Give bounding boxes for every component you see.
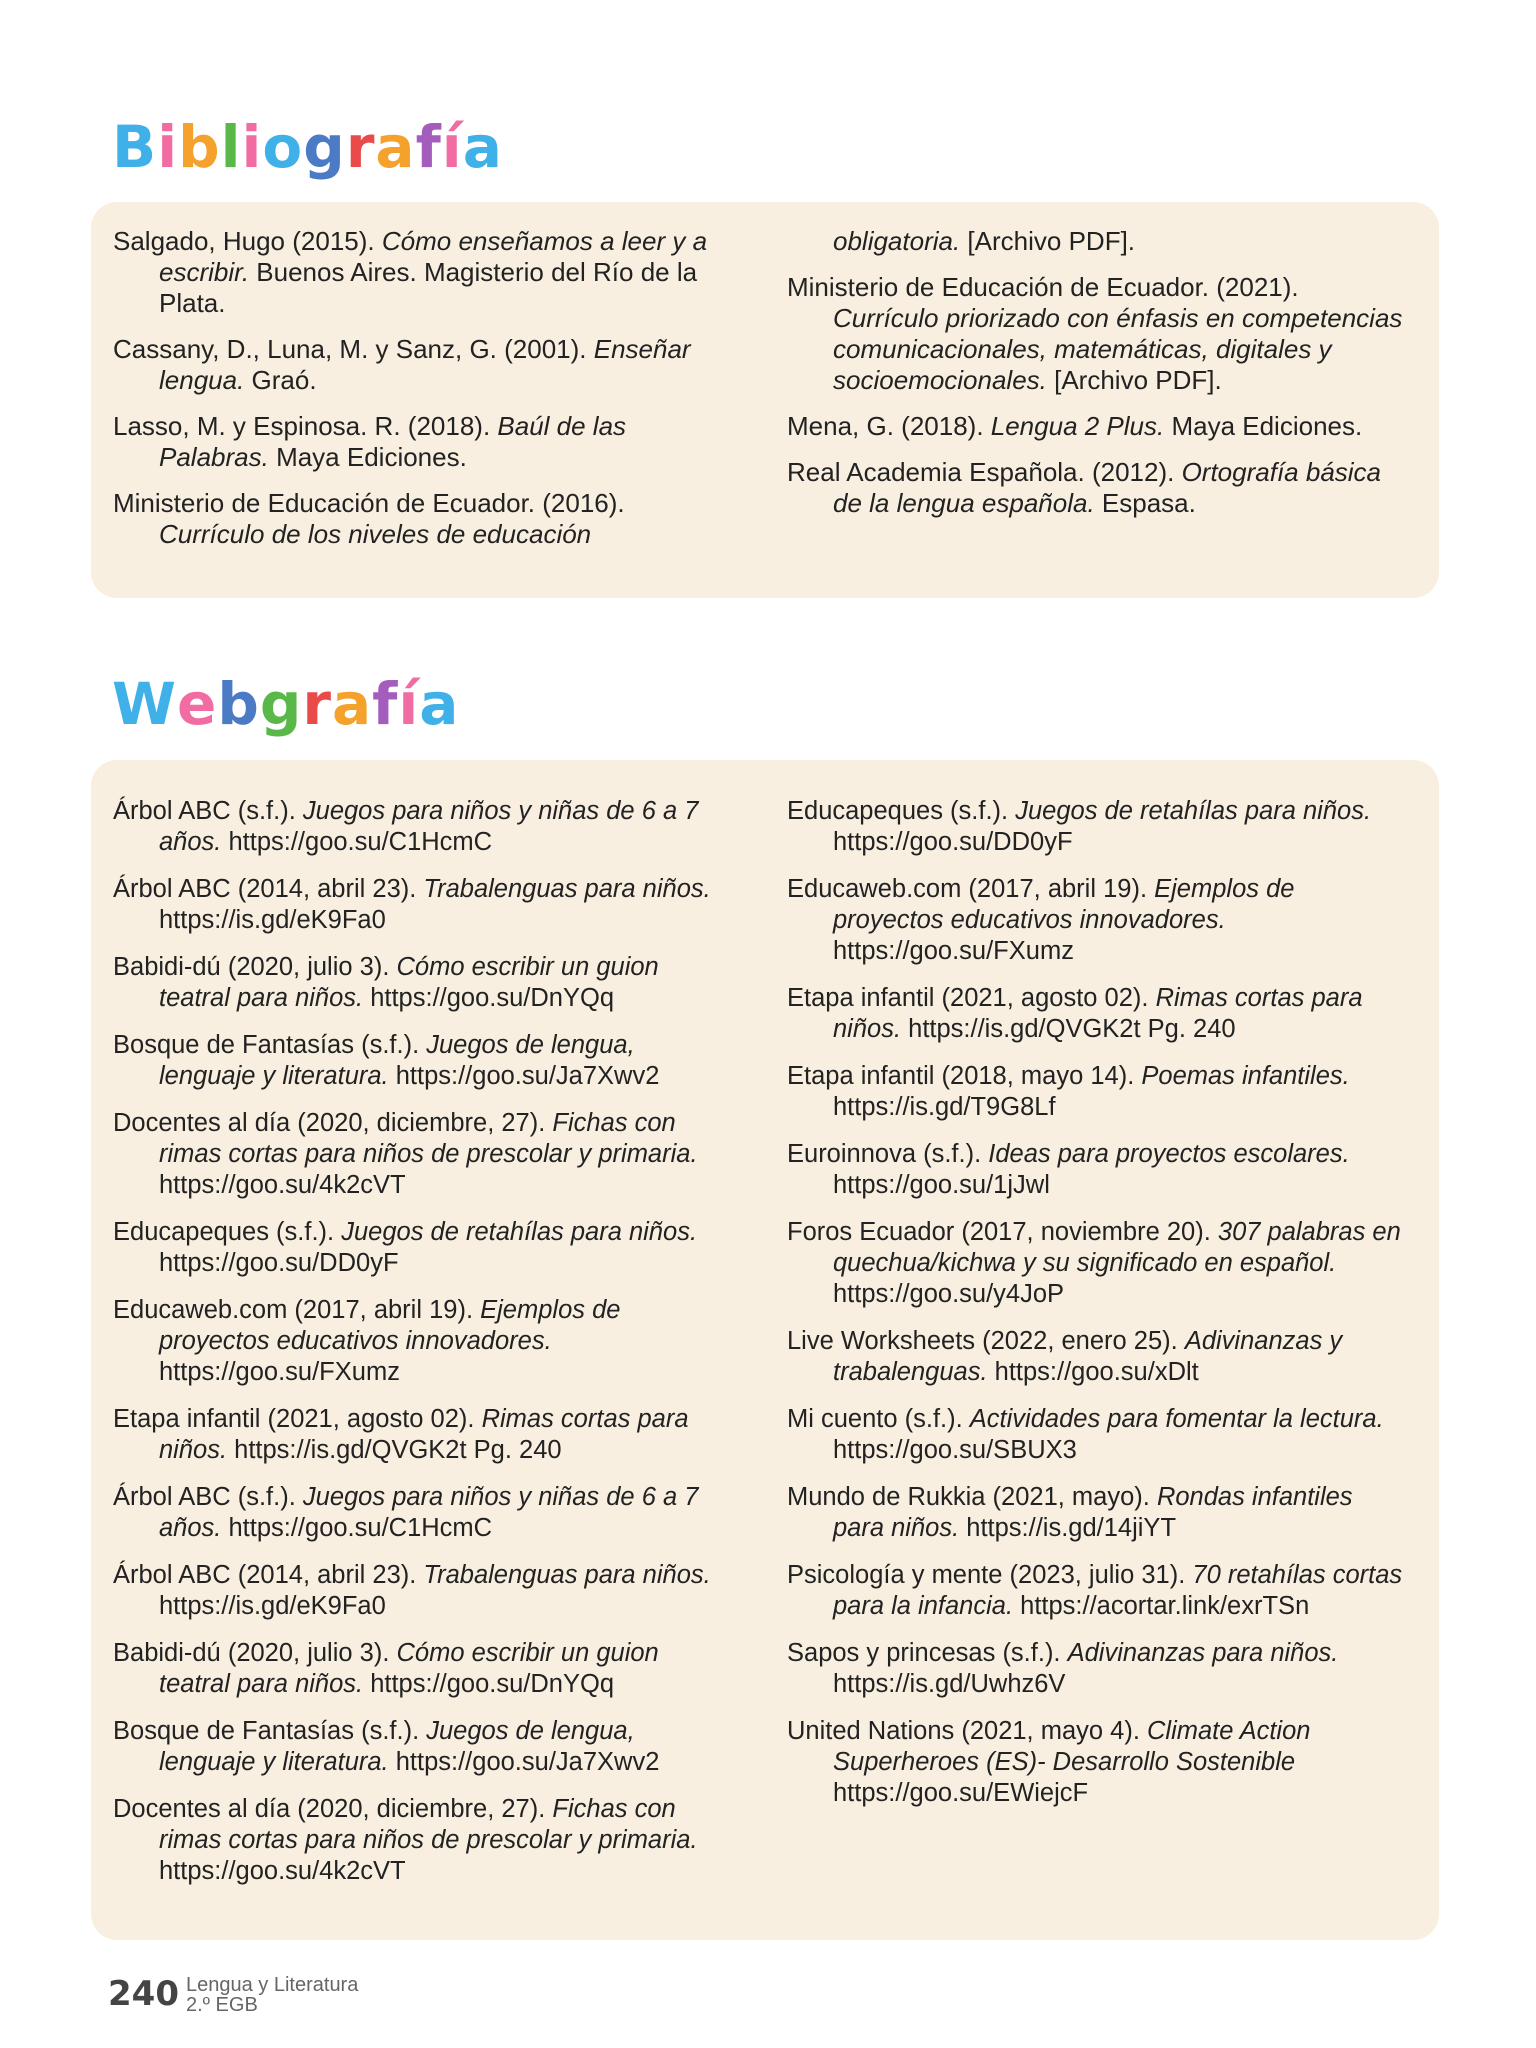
reference-author: Babidi-dú (2020, julio 3). [113, 1639, 397, 1667]
reference-title: Cómo escribir un guion teatral para niños. [159, 953, 659, 1012]
reference-entry [113, 411, 733, 473]
reference-entry [113, 1108, 733, 1201]
reference-entry [787, 272, 1407, 396]
reference-entry [787, 1560, 1407, 1622]
webography-heading-letter: e [176, 670, 218, 738]
reference-source: https://is.gd/14jiYT [959, 1514, 1177, 1542]
bibliography-heading-letter: a [375, 113, 416, 181]
reference-author: Live Worksheets (2022, enero 25). [787, 1327, 1185, 1355]
reference-source: https://is.gd/Uwhz6V [833, 1670, 1066, 1698]
reference-title: Ortografía básica de la lengua española. [833, 457, 1382, 518]
reference-title: Juegos de lengua, lenguaje y literatura. [159, 1031, 635, 1090]
reference-entry [113, 1560, 733, 1622]
reference-title: Juegos de retahílas para niños. [341, 1218, 698, 1246]
reference-source: [Archivo PDF]. [1046, 365, 1222, 395]
reference-source: https://goo.su/EWiejcF [833, 1779, 1089, 1807]
reference-title: Climate Action Superheroes (ES)- Desarrollo Sostenible [833, 1717, 1311, 1776]
webography-heading-letter: f [372, 670, 399, 738]
reference-author: Cassany, D., Luna, M. y Sanz, G. (2001). [113, 334, 594, 364]
reference-author: Mundo de Rukkia (2021, mayo). [787, 1483, 1157, 1511]
reference-entry [113, 334, 733, 396]
reference-author: Árbol ABC (2014, abril 23). [113, 1561, 424, 1589]
reference-title: Cómo escribir un guion teatral para niños. [159, 1639, 659, 1698]
reference-author: Lasso, M. y Espinosa. R. (2018). [113, 411, 498, 441]
reference-title: Adivinanzas y trabalenguas. [833, 1327, 1343, 1386]
reference-source: https://goo.su/1jJwl [833, 1171, 1050, 1199]
reference-author: Ministerio de Educación de Ecuador. (2016). [113, 488, 625, 518]
reference-source: https://acortar.link/exrTSn [1013, 1592, 1310, 1620]
webography-heading-letter: r [302, 670, 332, 738]
reference-title: Ejemplos de proyectos educativos innovadores. [833, 875, 1295, 934]
reference-entry [113, 1716, 733, 1778]
reference-title: 70 retahílas cortas para la infancia. [833, 1561, 1403, 1620]
webography-heading [112, 670, 460, 738]
reference-author: Árbol ABC (s.f.). [113, 797, 303, 825]
reference-title: Currículo priorizado con énfasis en competencias comunicacionales, matemáticas, digitales y socioemocionales. [833, 303, 1403, 395]
reference-title: Rimas cortas para niños. [159, 1405, 689, 1464]
reference-entry [113, 1638, 733, 1700]
reference-source: https://is.gd/eK9Fa0 [159, 1592, 386, 1620]
reference-source: Espasa. [1094, 488, 1196, 518]
reference-source: https://goo.su/Ja7Xwv2 [388, 1748, 660, 1776]
reference-title: Ejemplos de proyectos educativos innovadores. [159, 1296, 621, 1355]
webography-heading-letter: b [217, 670, 260, 738]
reference-source: [Archivo PDF]. [960, 226, 1136, 256]
reference-entry [787, 1716, 1407, 1809]
reference-author: Salgado, Hugo (2015). [113, 226, 382, 256]
webography-left-column [113, 796, 733, 1903]
reference-entry [787, 457, 1407, 519]
bibliography-left-column [113, 226, 733, 565]
reference-entry [787, 1638, 1407, 1700]
reference-entry [113, 1794, 733, 1887]
reference-source: https://goo.su/xDlt [987, 1358, 1199, 1386]
reference-author: Bosque de Fantasías (s.f.). [113, 1031, 427, 1059]
reference-title: Rimas cortas para niños. [833, 984, 1363, 1043]
reference-entry [787, 796, 1407, 858]
reference-author: Árbol ABC (s.f.). [113, 1483, 303, 1511]
reference-author: Mena, G. (2018). [787, 411, 991, 441]
webography-heading-letter: W [112, 670, 177, 738]
reference-entry [787, 411, 1407, 442]
reference-source: https://goo.su/Ja7Xwv2 [388, 1062, 660, 1090]
reference-title: Lengua 2 Plus. [990, 411, 1165, 441]
webography-heading-letter: g [259, 670, 303, 738]
reference-source: Maya Ediciones. [268, 442, 467, 472]
bibliography-heading-letter: l [220, 113, 242, 181]
reference-author: Real Academia Española. (2012). [787, 457, 1182, 487]
bibliography-heading-letter: i [241, 113, 263, 181]
reference-entry-continued [787, 226, 1407, 257]
webography-heading-letter: í [398, 670, 420, 738]
reference-author: Etapa infantil (2021, agosto 02). [113, 1405, 482, 1433]
reference-author: Foros Ecuador (2017, noviembre 20). [787, 1218, 1218, 1246]
reference-title: Juegos de lengua, lenguaje y literatura. [159, 1717, 635, 1776]
reference-source: https://goo.su/DD0yF [159, 1249, 399, 1277]
page-number: 240 [108, 1974, 179, 2014]
reference-entry [787, 1482, 1407, 1544]
reference-entry [787, 983, 1407, 1045]
reference-title: 307 palabras en quechua/kichwa y su significado en español. [833, 1218, 1401, 1277]
bibliography-heading-letter: i [157, 113, 179, 181]
reference-source: https://goo.su/SBUX3 [833, 1436, 1077, 1464]
reference-source: https://goo.su/FXumz [159, 1358, 400, 1386]
reference-author: Educapeques (s.f.). [113, 1218, 342, 1246]
reference-author: Babidi-dú (2020, julio 3). [113, 953, 397, 981]
reference-entry [113, 952, 733, 1014]
reference-title: Adivinanzas para niños. [1067, 1639, 1339, 1667]
reference-title: Enseñar lengua. [159, 334, 691, 395]
reference-author: Docentes al día (2020, diciembre, 27). [113, 1109, 553, 1137]
reference-title: obligatoria. [833, 226, 961, 256]
reference-author: Etapa infantil (2021, agosto 02). [787, 984, 1156, 1012]
reference-source: Graó. [244, 365, 317, 395]
reference-entry [113, 488, 733, 550]
reference-entry [113, 1030, 733, 1092]
reference-source: https://goo.su/4k2cVT [159, 1857, 406, 1885]
reference-source: https://is.gd/T9G8Lf [833, 1093, 1056, 1121]
reference-title: Cómo enseñamos a leer y a escribir. [159, 226, 708, 287]
webography-panel [91, 760, 1439, 1940]
reference-author: Docentes al día (2020, diciembre, 27). [113, 1795, 553, 1823]
bibliography-heading-letter: a [462, 113, 503, 181]
reference-source: https://is.gd/QVGK2t Pg. 240 [901, 1015, 1236, 1043]
reference-author: Educapeques (s.f.). [787, 797, 1016, 825]
reference-source: https://is.gd/eK9Fa0 [159, 906, 386, 934]
reference-entry [113, 1482, 733, 1544]
reference-author: Educaweb.com (2017, abril 19). [787, 875, 1155, 903]
bibliography-right-column [787, 226, 1407, 534]
reference-author: Educaweb.com (2017, abril 19). [113, 1296, 481, 1324]
reference-author: United Nations (2021, mayo 4). [787, 1717, 1148, 1745]
reference-author: Psicología y mente (2023, julio 31). [787, 1561, 1193, 1589]
bibliography-heading-letter: o [262, 113, 304, 181]
webography-right-column [787, 796, 1407, 1825]
reference-entry [113, 1404, 733, 1466]
reference-entry [787, 1217, 1407, 1310]
reference-source: https://goo.su/C1HcmC [221, 828, 493, 856]
reference-entry [113, 1295, 733, 1388]
reference-source: https://goo.su/C1HcmC [221, 1514, 493, 1542]
reference-title: Fichas con rimas cortas para niños de prescolar y primaria. [159, 1795, 698, 1854]
reference-author: Etapa infantil (2018, mayo 14). [787, 1062, 1142, 1090]
reference-author: Ministerio de Educación de Ecuador. (2021). [787, 272, 1299, 302]
reference-entry [113, 874, 733, 936]
reference-entry [787, 874, 1407, 967]
reference-source: https://goo.su/4k2cVT [159, 1171, 406, 1199]
bibliography-heading-letter: f [415, 113, 442, 181]
reference-entry [787, 1061, 1407, 1123]
bibliography-heading-letter: r [345, 113, 376, 181]
reference-source: https://goo.su/DD0yF [833, 828, 1073, 856]
reference-title: Actividades para fomentar la lectura. [969, 1405, 1384, 1433]
reference-title: Rondas infantiles para niños. [833, 1483, 1353, 1542]
reference-source: https://goo.su/DnYQq [363, 984, 615, 1012]
reference-entry [113, 226, 733, 319]
reference-title: Baúl de las Palabras. [159, 411, 627, 472]
reference-author: Euroinnova (s.f.). [787, 1140, 989, 1168]
reference-source: https://goo.su/y4JoP [833, 1280, 1065, 1308]
reference-title: Fichas con rimas cortas para niños de prescolar y primaria. [159, 1109, 698, 1168]
bibliography-heading [112, 113, 503, 181]
reference-entry [787, 1404, 1407, 1466]
reference-author: Árbol ABC (2014, abril 23). [113, 875, 424, 903]
reference-title: Juegos para niños y niñas de 6 a 7 años. [159, 797, 699, 856]
bibliography-heading-letter: B [112, 113, 158, 181]
reference-title: Ideas para proyectos escolares. [988, 1140, 1350, 1168]
reference-title: Juegos de retahílas para niños. [1015, 797, 1372, 825]
reference-title: Poemas infantiles. [1141, 1062, 1350, 1090]
reference-source: https://is.gd/QVGK2t Pg. 240 [227, 1436, 562, 1464]
reference-entry [787, 1139, 1407, 1201]
reference-source: https://goo.su/FXumz [833, 937, 1074, 965]
reference-source: Buenos Aires. Magisterio del Río de la Plata. [159, 257, 698, 318]
reference-author: Sapos y princesas (s.f.). [787, 1639, 1068, 1667]
reference-entry [113, 796, 733, 858]
reference-entry [787, 1326, 1407, 1388]
bibliography-heading-letter: g [303, 113, 346, 181]
reference-entry [113, 1217, 733, 1279]
reference-source: Maya Ediciones. [1164, 411, 1363, 441]
reference-title: Trabalenguas para niños. [423, 1561, 711, 1589]
reference-title: Juegos para niños y niñas de 6 a 7 años. [159, 1483, 699, 1542]
footer-grade: 2.º EGB [186, 1994, 258, 2016]
bibliography-heading-letter: b [178, 113, 221, 181]
reference-author: Bosque de Fantasías (s.f.). [113, 1717, 427, 1745]
webography-heading-letter: a [419, 670, 460, 738]
reference-author: Mi cuento (s.f.). [787, 1405, 970, 1433]
reference-title: Trabalenguas para niños. [423, 875, 711, 903]
reference-source: https://goo.su/DnYQq [363, 1670, 615, 1698]
footer-subject: Lengua y Literatura [186, 1974, 359, 1996]
bibliography-heading-letter: í [441, 113, 463, 181]
bibliography-panel [91, 202, 1439, 598]
reference-title: Currículo de los niveles de educación [159, 519, 592, 549]
webography-heading-letter: a [332, 670, 373, 738]
